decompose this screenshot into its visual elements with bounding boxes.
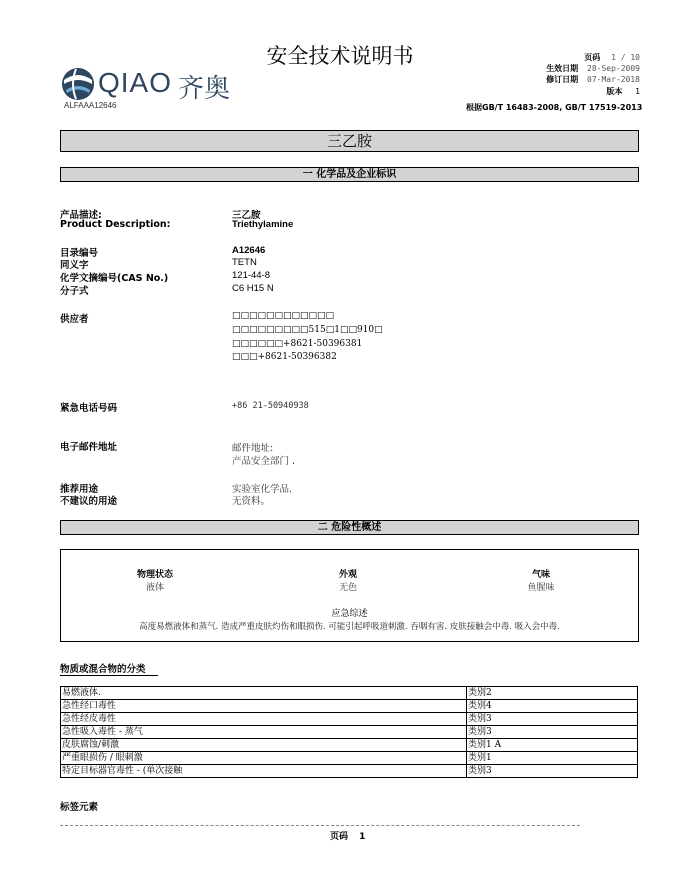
hazard-class-cell: 急性经皮毒性	[61, 713, 467, 726]
hazard-class-cell: 皮肤腐蚀/刺激	[61, 739, 467, 752]
supplier-line: □□□□□□+8621-50396381	[232, 339, 363, 349]
synonym-value: TETN	[232, 257, 257, 268]
hazard-class-cell: 特定目标器官毒性 - (单次接触	[61, 765, 467, 778]
odor-value: 鱼腥味	[527, 583, 555, 593]
hazard-category-cell: 类别1	[467, 752, 638, 765]
effective-date	[510, 63, 640, 74]
label-elements-heading: 标签元素	[60, 802, 99, 813]
logo-chinese: 齐奥	[178, 74, 231, 104]
cas-number-label: 化学文摘编号(CAS No.)	[60, 273, 169, 284]
catalog-number-label: 目录编号	[60, 248, 99, 259]
email-line-2: 产品安全部门 .	[232, 456, 296, 467]
logo-wordmark: QIAO	[98, 67, 173, 98]
page-label: 页码	[584, 53, 601, 62]
physical-state	[87, 567, 223, 593]
hazard-class-cell: 易燃液体.	[61, 687, 467, 700]
email-label: 电子邮件地址	[60, 442, 118, 453]
company-logo	[60, 66, 240, 106]
formula-value: C6 H15 N	[232, 283, 274, 294]
appearance	[280, 567, 416, 593]
page-value: 1 / 10	[611, 53, 640, 62]
table-row	[61, 687, 638, 700]
product-description-value-en: Triethylamine	[232, 219, 294, 230]
section-2-header: 二 危险性概述	[60, 520, 639, 535]
footer-page	[330, 829, 365, 842]
version	[540, 86, 640, 97]
supplier-line: □□□□□□□□□515□1□□910□	[232, 325, 383, 335]
synonym-label: 同义字	[60, 260, 89, 271]
appearance-label: 外观	[338, 570, 357, 580]
product-description-label-cn: 产品描述:	[60, 210, 102, 221]
email-line-1: 邮件地址:	[232, 443, 274, 454]
hazard-category-cell: 类别3	[467, 713, 638, 726]
footer-page-number: 1	[359, 832, 366, 842]
hazard-class-cell: 严重眼损伤 / 眼刺激	[61, 752, 467, 765]
not-recommended-use-value: 无资料。	[232, 496, 271, 507]
hazard-class-cell: 急性经口毒性	[61, 700, 467, 713]
classification-table	[60, 686, 638, 778]
footer-divider	[60, 825, 580, 826]
appearance-value: 无色	[338, 583, 357, 593]
footer-page-label: 页码	[330, 832, 349, 842]
hazard-class-cell: 急性吸入毒性 - 蒸气	[61, 726, 467, 739]
physical-state-label: 物理状态	[136, 570, 173, 580]
revision-date	[510, 74, 640, 85]
not-recommended-use-label: 不建议的用途	[60, 496, 118, 507]
odor-label: 气味	[531, 570, 550, 580]
recommended-use-value: 实验室化学品.	[232, 484, 293, 495]
table-row	[61, 752, 638, 765]
product-description-value-cn: 三乙胺	[232, 210, 261, 221]
supplier-line: □□□+8621-50396382	[232, 352, 337, 362]
product-name-bar: 三乙胺	[60, 130, 639, 152]
table-row	[61, 713, 638, 726]
hazard-category-cell: 类别3	[467, 726, 638, 739]
physical-state-value: 液体	[145, 583, 164, 593]
emergency-phone-value: +86 21-50940938	[232, 401, 309, 411]
emergency-overview-label: 应急综述	[331, 609, 368, 619]
table-row	[61, 700, 638, 713]
recommended-use-label: 推荐用途	[60, 484, 99, 495]
logo-globe-icon	[60, 66, 96, 102]
page-indicator	[540, 52, 640, 63]
standard-reference: 根据GB/T 16483-2008, GB/T 17519-2013	[466, 103, 643, 112]
hazard-category-cell: 类别4	[467, 700, 638, 713]
hazard-category-cell: 类别1 A	[467, 739, 638, 752]
hazard-category-cell: 类别2	[467, 687, 638, 700]
effective-date-value: 28-Sep-2009	[587, 64, 640, 73]
document-code: ALFAAA12646	[64, 101, 117, 110]
section-1-header: 一 化学品及企业标识	[60, 167, 639, 182]
hazard-category-cell: 类别3	[467, 765, 638, 778]
supplier-line: □□□□□□□□□□□□	[232, 311, 335, 321]
revision-date-label: 修订日期	[546, 75, 579, 84]
version-value: 1	[635, 87, 640, 96]
revision-date-value: 07-Mar-2018	[587, 75, 640, 84]
catalog-number-value: A12646	[232, 245, 266, 256]
cas-number-value: 121-44-8	[232, 270, 271, 281]
effective-date-label: 生效日期	[546, 64, 579, 73]
table-row	[61, 739, 638, 752]
hazard-summary-box	[60, 549, 639, 642]
classification-heading: 物质或混合物的分类	[60, 661, 158, 676]
emergency-overview-text: 高度易燃液体和蒸气. 造成严重皮肤灼伤和眼损伤. 可能引起呼吸道刺激. 吞咽有害. 皮肤接触会中毒. 吸入会中毒.	[139, 622, 560, 632]
document-title: 安全技术说明书	[266, 44, 414, 68]
table-row	[61, 765, 638, 778]
supplier-label: 供应者	[60, 314, 89, 325]
emergency-phone-label: 紧急电话号码	[60, 403, 118, 414]
version-label: 版本	[606, 87, 623, 96]
formula-label: 分子式	[60, 286, 89, 297]
product-description-label-en: Product Description:	[60, 219, 171, 230]
odor	[473, 567, 609, 593]
table-row	[61, 726, 638, 739]
